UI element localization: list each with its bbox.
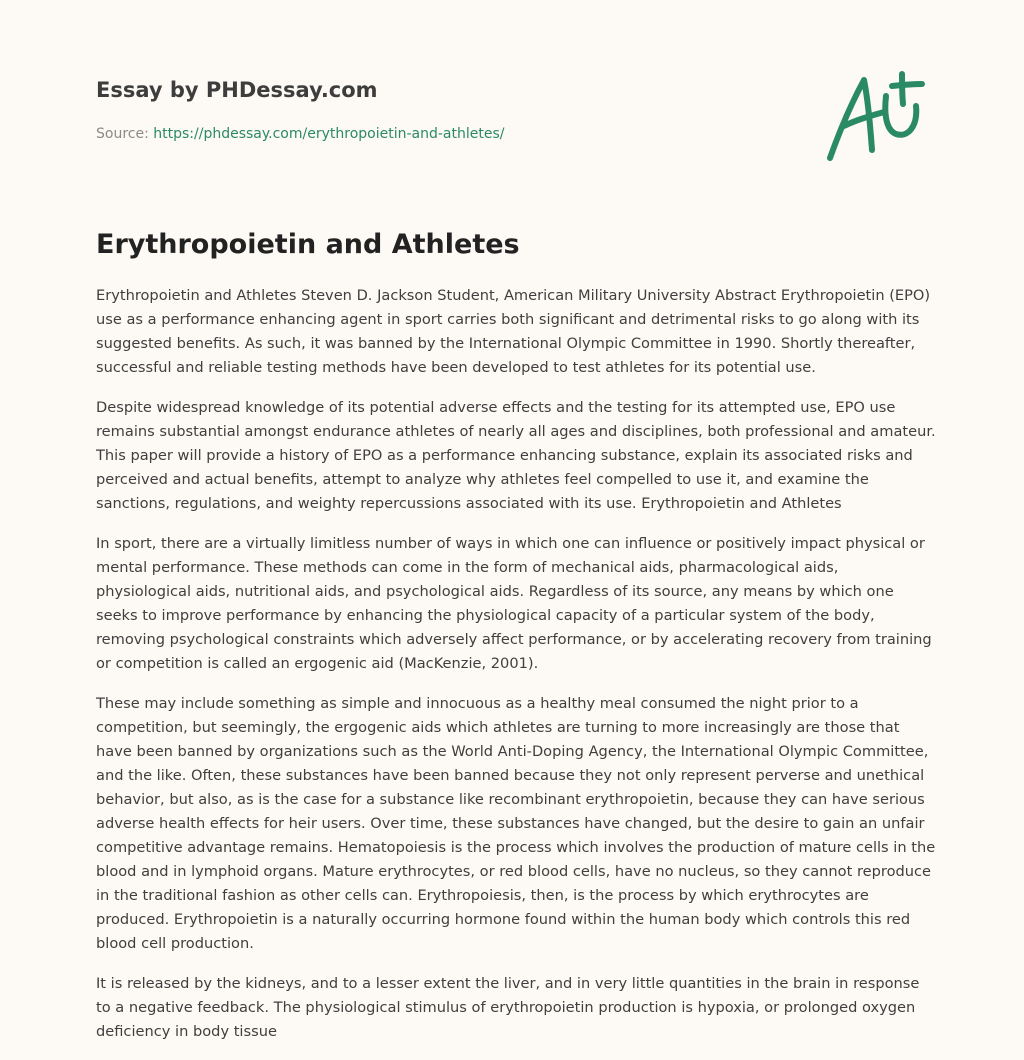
essay-paragraph: These may include something as simple and innocuous as a healthy meal consumed the night prior to a competition, but seemingly, the ergogenic aids which athletes are turning to more increasingly are those that have been banned by organizations such as the World Anti-Doping Agency, the International Olympic Committee, and the like. Often, these substances have been banned because they not only represent perverse and unethical behavior, but also, as is the case for a substance like recombinant erythropoietin, because they can have serious adverse health effects for heir users. Over time, these substances have changed, but the desire to gain an unfair competitive advantage remains. Hematopoiesis is the process which involves the production of mature cells in the blood and in lymphoid organs. Mature erythrocytes, or red blood cells, have no nucleus, so they cannot reproduce in the traditional fashion as other cells can. Erythropoiesis, then, is the process by which erythrocytes are produced. Erythropoietin is a naturally occurring hormone found within the human body which controls this red blood cell production. [96, 695, 936, 952]
source-line [96, 124, 504, 144]
source-link[interactable]: https://phdessay.com/erythropoietin-and-athletes/ [153, 126, 505, 142]
essay-paragraph: Erythropoietin and Athletes Steven D. Jackson Student, American Military University Abstract Erythropoietin (EPO) use as a performance enhancing agent in sport carries both significant and detrimental risks to go along with its suggested benefits. As such, it was banned by the International Olympic Committee in 1990. Shortly thereafter, successful and reliable testing methods have been developed to test athletes for its potential use. [96, 287, 931, 376]
source-label: Source: [96, 126, 154, 142]
a-plus-logo-icon [824, 70, 928, 164]
essay-title: Erythropoietin and Athletes [96, 229, 520, 260]
essay-paragraph: Despite widespread knowledge of its potential adverse effects and the testing for its attempted use, EPO use remains substantial amongst endurance athletes of nearly all ages and disciplines, both professional and amateur. This paper will provide a history of EPO as a performance enhancing substance, explain its associated risks and perceived and actual benefits, attempt to analyze why athletes feel compelled to use it, and examine the sanctions, regulations, and weighty repercussions associated with its use. Erythropoietin and Athletes [96, 399, 936, 512]
site-brand: Essay by PHDessay.com [96, 78, 378, 102]
essay-body [96, 284, 936, 1060]
essay-paragraph: In sport, there are a virtually limitless number of ways in which one can influence or positively impact physical or mental performance. These methods can come in the form of mechanical aids, pharmacological aids, physiological aids, nutritional aids, and psychological aids. Regardless of its source, any means by which one seeks to improve performance by enhancing the physiological capacity of a particular system of the body, removing psychological constraints which adversely affect performance, or by accelerating recovery from training or competition is called an ergogenic aid (MacKenzie, 2001). [96, 535, 932, 672]
essay-paragraph: It is released by the kidneys, and to a lesser extent the liver, and in very little quantities in the brain in response to a negative feedback. The physiological stimulus of erythropoietin production is hypoxia, or prolonged oxygen deficiency in body tissue [96, 975, 920, 1040]
page-header [96, 76, 936, 176]
